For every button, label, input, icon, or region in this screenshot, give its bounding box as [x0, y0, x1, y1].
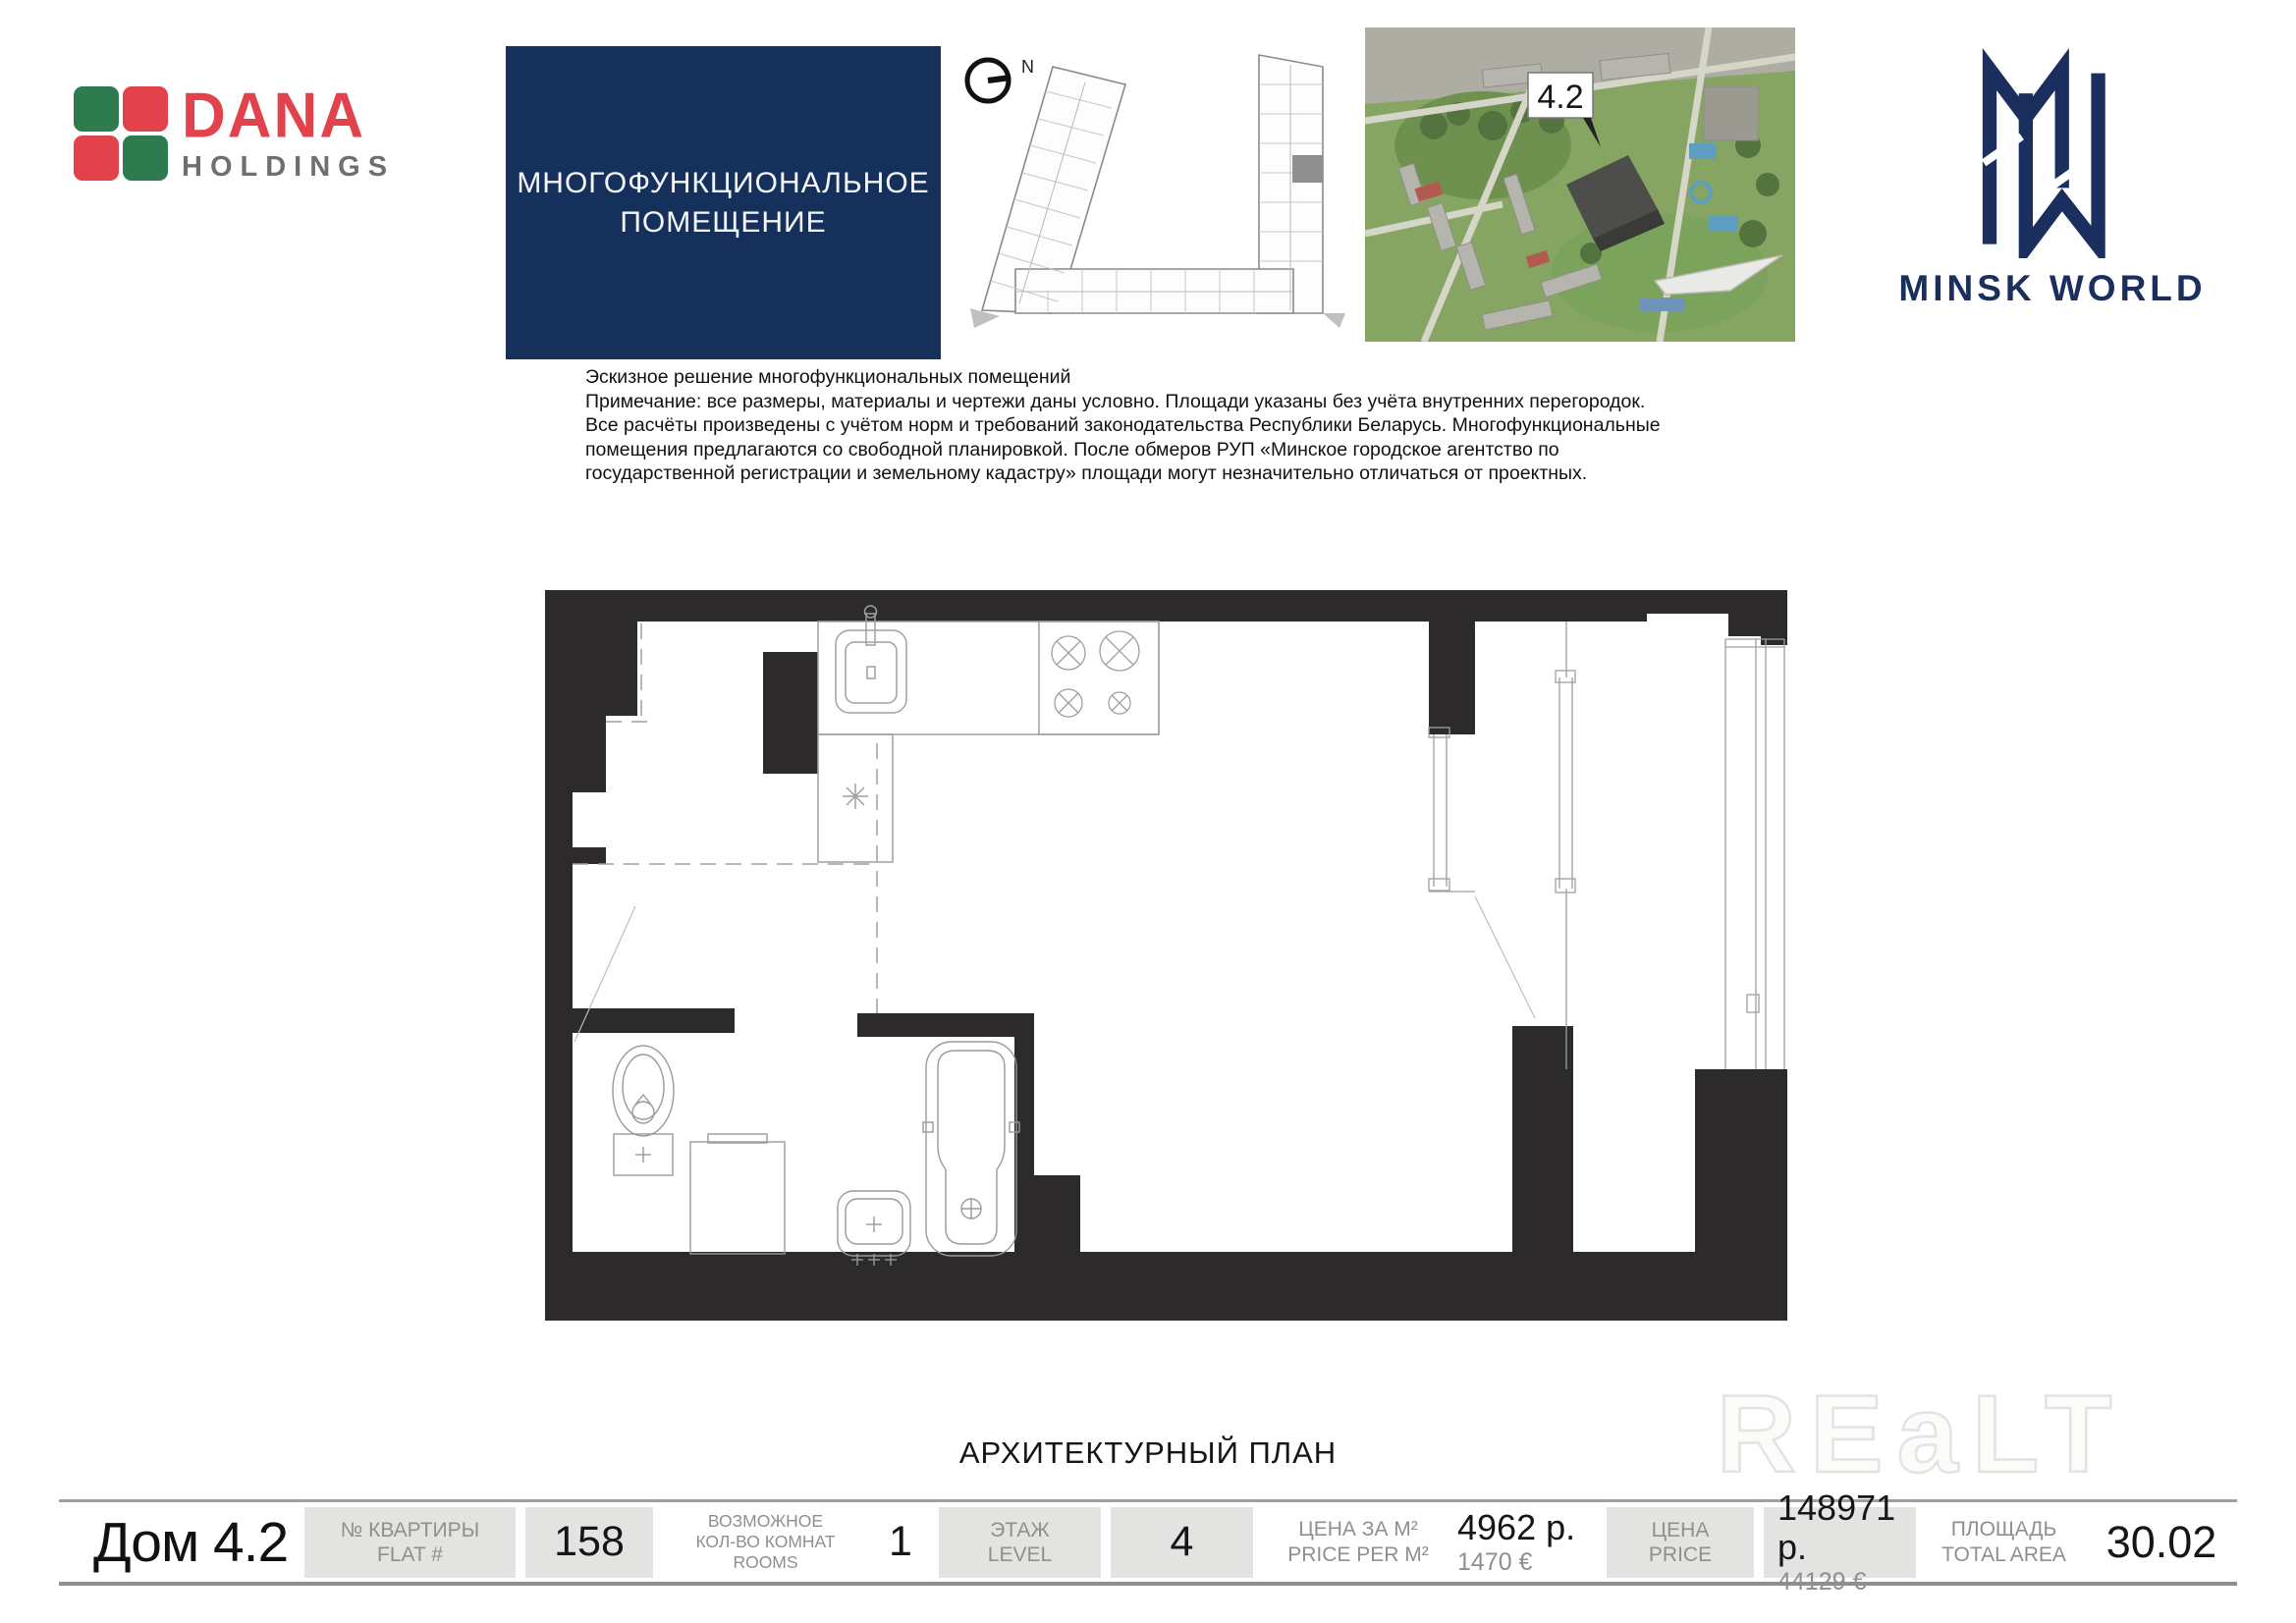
- area-label-en: TOTAL AREA: [1941, 1542, 2066, 1566]
- flat-label-ru: № КВАРТИРЫ: [340, 1518, 480, 1542]
- price-label-box: [1607, 1507, 1754, 1578]
- price-byn: 148971 р.: [1777, 1487, 1896, 1567]
- plan-title: АРХИТЕКТУРНЫЙ ПЛАН: [958, 1435, 1338, 1470]
- level-value: 4: [1111, 1507, 1253, 1578]
- multifunctional-space-title-box: [506, 46, 941, 359]
- price-per-m2-label-ru: ЦЕНА ЗА М²: [1298, 1517, 1418, 1541]
- toilet-icon: [613, 1046, 674, 1175]
- level-label-en: LEVEL: [987, 1542, 1053, 1566]
- house-number: Дом 4.2: [93, 1510, 289, 1574]
- dana-logo-squares-icon: [74, 86, 168, 181]
- minsk-world-logo: [1895, 47, 2210, 322]
- rooms-value: 1: [889, 1518, 912, 1565]
- title-box-line1: МНОГОФУНКЦИОНАЛЬНОЕ: [517, 166, 930, 199]
- note-line-4: помещения предлагаются со свободной планировкой. После обмеров РУП «Минское городское агентство по: [585, 438, 1559, 460]
- dana-logo-subtitle: HOLDINGS: [182, 151, 396, 183]
- dana-square-green-icon: [123, 135, 168, 181]
- building-label-text: 4.2: [1537, 79, 1584, 116]
- sink-basin-icon: [838, 1191, 910, 1266]
- rooms-label-ru2: КОЛ-ВО КОМНАТ: [695, 1532, 836, 1551]
- bathtub-icon: [923, 1042, 1019, 1256]
- price-per-m2-values: [1457, 1508, 1595, 1577]
- corner-triangle: [1323, 313, 1345, 328]
- price-values-box: [1764, 1487, 1916, 1596]
- washing-machine-icon: [690, 1134, 785, 1254]
- level-label-ru: ЭТАЖ: [990, 1518, 1050, 1542]
- price-per-m2-label-en: PRICE PER M²: [1287, 1542, 1429, 1566]
- disclaimer-note: [585, 365, 1764, 486]
- vent-symbol-icon: [843, 784, 868, 809]
- vent-shaft: [818, 734, 893, 862]
- title-box-line2: ПОМЕЩЕНИЕ: [620, 205, 827, 239]
- summary-bar: [59, 1487, 2237, 1596]
- north-label: N: [1021, 57, 1034, 77]
- dana-square-red-icon: [123, 86, 168, 132]
- note-line-2: Примечание: все размеры, материалы и чертежи даны условно. Площади указаны без учёта внутренних перегородок.: [585, 390, 1646, 412]
- minsk-world-brand-text: MINSK WORLD: [1898, 268, 2207, 308]
- realt-watermark: REaLT: [1717, 1373, 2126, 1495]
- dana-holdings-logo: [74, 80, 396, 184]
- walls: [545, 590, 1787, 1321]
- area-label: [1928, 1517, 2080, 1568]
- stove-icon: [1052, 631, 1139, 717]
- note-line-3: Все расчёты произведены с учётом норм и требований законодательства Республики Беларусь. Многофункциональные: [585, 414, 1661, 436]
- rooms-label-en: ROOMS: [733, 1552, 798, 1572]
- price-eur: 44129 €: [1777, 1567, 1867, 1596]
- price-per-m2-eur: 1470 €: [1457, 1547, 1533, 1576]
- flat-number-value: 158: [525, 1507, 653, 1578]
- apartment-floor-plan: [545, 584, 1792, 1345]
- price-label-ru: ЦЕНА: [1651, 1518, 1710, 1542]
- aerial-canopy: [1640, 298, 1685, 311]
- dana-square-red-icon: [74, 135, 119, 181]
- highlighted-unit: [1292, 155, 1323, 183]
- rooms-label: [665, 1511, 866, 1573]
- price-label-en: PRICE: [1648, 1542, 1713, 1566]
- minsk-world-monogram-icon: [1967, 47, 2139, 258]
- area-value: 30.02: [2105, 1516, 2217, 1567]
- dana-square-green-icon: [74, 86, 119, 132]
- dana-logo-name: DANA: [182, 80, 366, 152]
- area-label-ru: ПЛОЩАДЬ: [1950, 1517, 2057, 1541]
- flat-label-en: FLAT #: [377, 1542, 443, 1566]
- price-per-m2-byn: 4962 р.: [1457, 1506, 1576, 1547]
- aerial-photo-drawing: [1365, 27, 1795, 342]
- north-arrow-icon: [967, 57, 1034, 101]
- price-per-m2-label: [1265, 1517, 1451, 1568]
- balcony-glazing: [1725, 639, 1784, 1069]
- building-key-plan: [955, 26, 1355, 348]
- rooms-label-ru: ВОЗМОЖНОЕ: [707, 1511, 824, 1531]
- note-line-1: Эскизное решение многофункциональных помещений: [585, 366, 1071, 388]
- key-plan-drawing: [955, 26, 1355, 348]
- level-label-box: [939, 1507, 1101, 1578]
- aerial-site-photo: [1365, 27, 1795, 342]
- note-line-5: государственной регистрации и земельному кадастру» площади могут незначительно отличаться от проектных.: [585, 462, 1588, 484]
- building-outline: [982, 55, 1323, 313]
- balcony-door: [1429, 728, 1475, 892]
- balcony-partition-window: [1556, 622, 1575, 1069]
- flat-number-label-box: [304, 1507, 516, 1578]
- floor-plan-drawing: [545, 584, 1792, 1345]
